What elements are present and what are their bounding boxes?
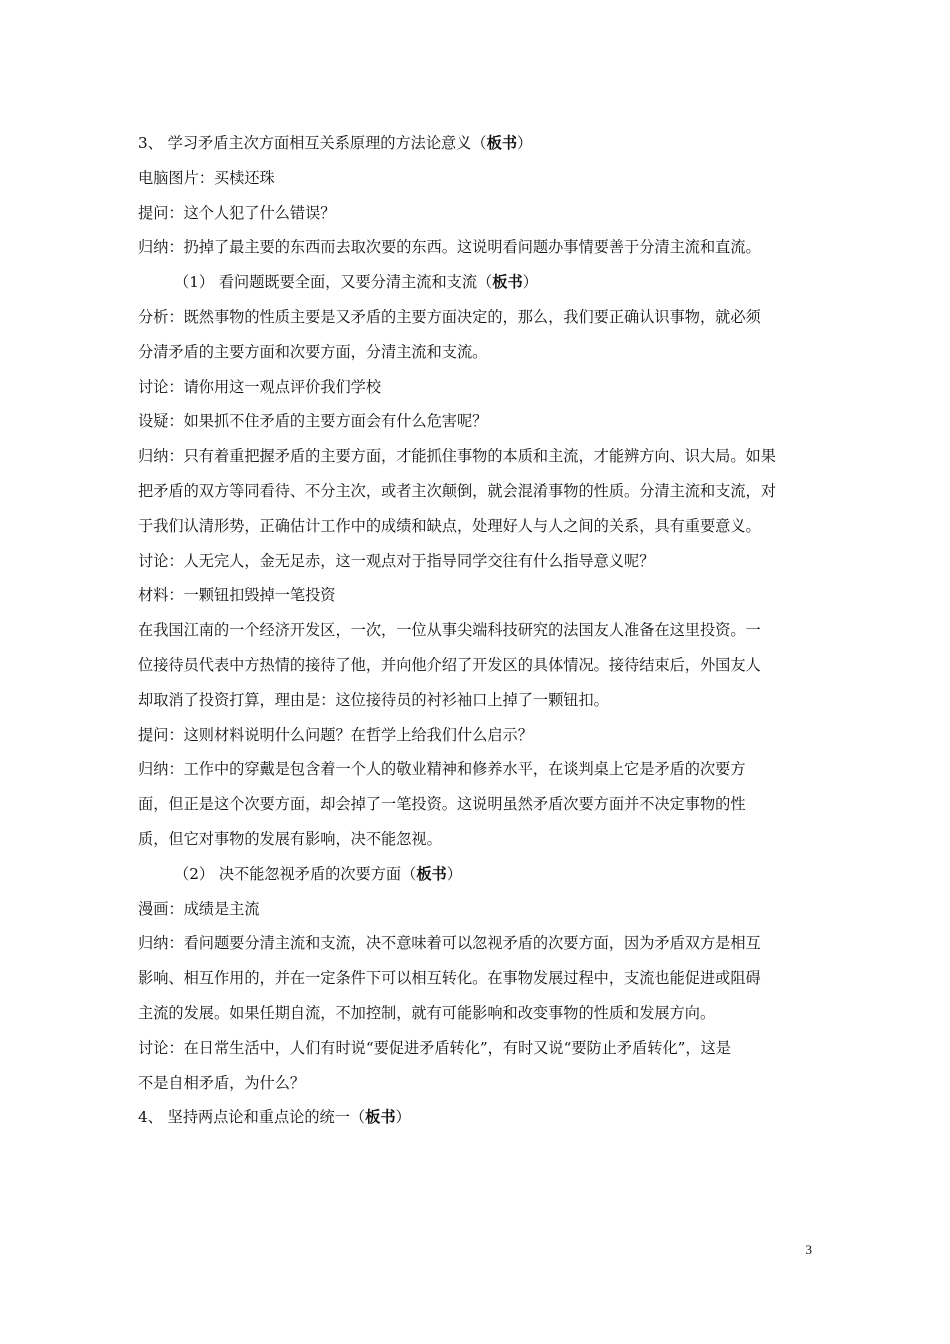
subsection-2-heading [138,857,816,892]
paragraph-line: 分析：既然事物的性质主要是又矛盾的主要方面决定的，那么，我们要正确认识事物，就必须 [138,307,761,326]
subsection-1-board-mark: 板书 [492,273,523,292]
paragraph-line: 在我国江南的一个经济开发区，一次，一位从事尖端科技研究的法国友人准备在这里投资。一 [138,621,761,640]
paragraph-line: 影响、相互作用的，并在一定条件下可以相互转化。在事物发展过程中，支流也能促进或阻碍 [138,969,761,988]
section-4-title: 4、 坚持两点论和重点论的统一（ [138,1108,366,1127]
subsection-2-title: （2） 决不能忽视矛盾的次要方面（ [174,864,417,883]
paragraph-line: 归纳：工作中的穿戴是包含着一个人的敬业精神和修养水平，在谈判桌上它是矛盾的次要方 [138,760,746,779]
section-4-heading [138,1100,816,1135]
paragraph-line: 把矛盾的双方等同看待、不分主次，或者主次颠倒，就会混淆事物的性质。分清主流和支流，对 [138,481,776,500]
section-3-board-mark: 板书 [486,134,517,152]
paragraph-line: 归纳：只有着重把握矛盾的主要方面，才能抓住事物的本质和主流，才能辨方向、识大局。如果 [138,447,776,466]
paragraph-line: 归纳：扔掉了最主要的东西而去取次要的东西。这说明看问题办事情要善于分清主流和直流。 [138,238,761,257]
section-4-board-mark: 板书 [365,1108,396,1127]
paragraph-line: 提问：这个人犯了什么错误？ [138,203,336,222]
section-3-close: ） [517,134,533,152]
paragraph-line: 主流的发展。如果任期自流，不加控制，就有可能影响和改变事物的性质和发展方向。 [138,1003,716,1022]
subsection-2-board-mark: 板书 [416,864,447,883]
paragraph-line: 讨论：人无完人，金无足赤，这一观点对于指导同学交往有什么指导意义呢？ [138,551,655,570]
paragraph-line: 漫画：成绩是主流 [138,899,260,918]
paragraph-line: 于我们认清形势，正确估计工作中的成绩和缺点，处理好人与人之间的关系，具有重要意义。 [138,516,761,535]
section-3-title: 3、 学习矛盾主次方面相互关系原理的方法论意义（ [138,134,487,152]
paragraph-line: 材料：一颗钮扣毁掉一笔投资 [138,586,336,605]
paragraph-line: 提问：这则材料说明什么问题？在哲学上给我们什么启示？ [138,725,533,744]
page-number: 3 [805,1242,812,1257]
paragraph-line: 归纳：看问题要分清主流和支流，决不意味着可以忽视矛盾的次要方面，因为矛盾双方是相互 [138,934,761,953]
subsection-1-title: （1） 看问题既要全面，又要分清主流和支流（ [174,273,493,292]
subsection-1-close: ） [522,273,538,292]
paragraph-line: 分清矛盾的主要方面和次要方面，分清主流和支流。 [138,342,488,361]
page-body [138,126,816,1135]
paragraph-line: 电脑图片：买椟还珠 [138,168,275,187]
paragraph-line: 不是自相矛盾，为什么？ [138,1073,306,1092]
subsection-1-heading [138,265,816,300]
paragraph-line: 讨论：请你用这一观点评价我们学校 [138,377,381,396]
section-3-heading [138,126,816,161]
paragraph-line: 设疑：如果抓不住矛盾的主要方面会有什么危害呢？ [138,412,488,431]
paragraph-line: 面，但正是这个次要方面，却会掉了一笔投资。这说明虽然矛盾次要方面并不决定事物的性 [138,795,746,814]
paragraph-line: 质，但它对事物的发展有影响，决不能忽视。 [138,829,442,848]
section-4-close: ） [395,1108,411,1127]
paragraph-line: 讨论：在日常生活中，人们有时说“要促进矛盾转化”，有时又说“要防止矛盾转化”，这是 [138,1038,731,1057]
paragraph-line: 位接待员代表中方热情的接待了他，并向他介绍了开发区的具体情况。接待结束后，外国友人 [138,655,761,674]
paragraph-line: 却取消了投资打算，理由是：这位接待员的衬衫袖口上掉了一颗钮扣。 [138,690,609,709]
subsection-2-close: ） [446,864,462,883]
